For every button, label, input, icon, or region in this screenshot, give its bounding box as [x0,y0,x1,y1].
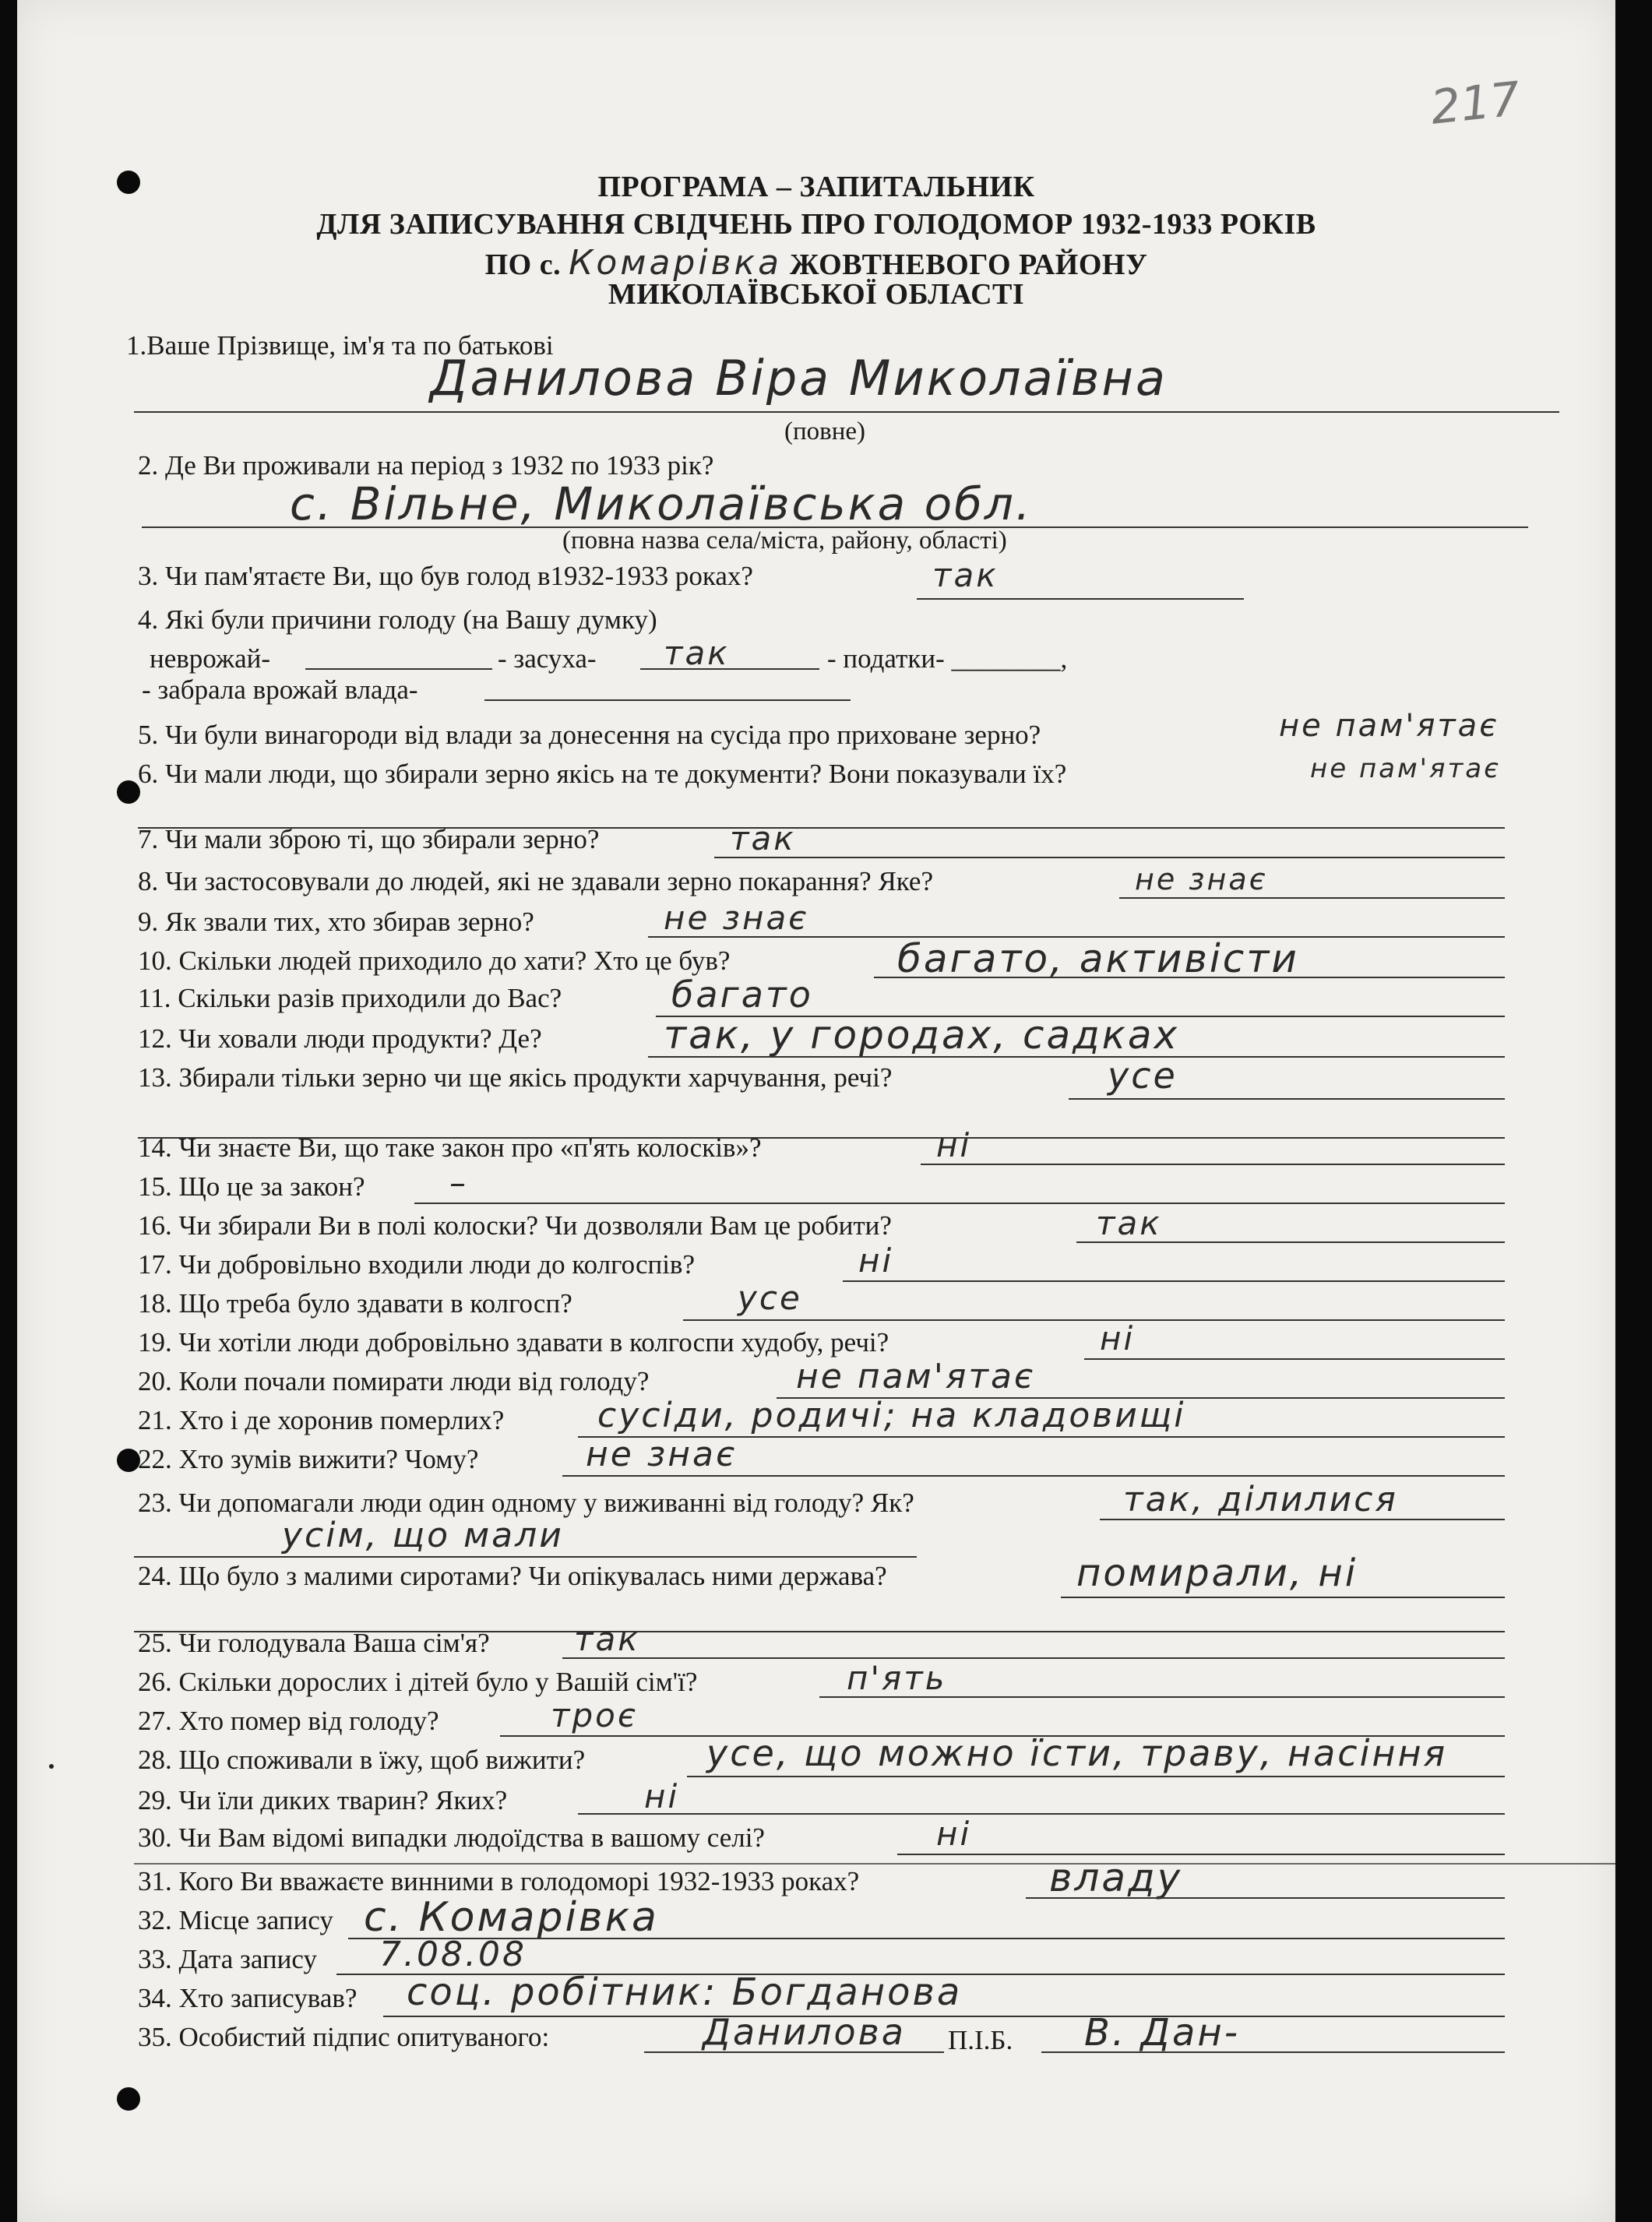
question-30: 30. Чи Вам відомі випадки людоїдства в вашому селі? [138,1822,765,1853]
answer-14: ні [936,1126,972,1164]
question-33: 33. Дата запису [138,1944,317,1974]
question-2: 2. Де Ви проживали на період з 1932 по 1933 рік? [138,450,714,481]
question-19: 19. Чи хотіли люди добровільно здавати в колгоспи худобу, речі? [138,1327,889,1357]
question-5: 5. Чи були винагороди від влади за донесення на сусіда про приховане зерно? [138,720,1041,750]
question-28: 28. Що споживали в їжу, щоб вижити? [138,1745,586,1775]
question-18: 18. Що треба було здавати в колгосп? [138,1288,572,1319]
answer-35-pib: В. Дан- [1084,2011,1241,2055]
answer-line [1084,1358,1505,1360]
binder-hole [117,1449,140,1472]
pib-label: П.І.Б. [948,2025,1013,2055]
fold-line [134,1863,1615,1865]
question-21: 21. Хто і де хоронив померлих? [138,1405,505,1435]
question-12: 12. Чи ховали люди продукти? Де? [138,1023,542,1054]
answer-9: не знає [664,899,809,937]
caption-address: (повна назва села/міста, району, області) [562,526,1007,555]
binder-hole [117,2087,140,2111]
answer-31: владу [1049,1855,1183,1900]
binder-hole [117,780,140,804]
stray-mark [49,1764,54,1769]
answer-line [897,1854,1505,1855]
answer-line [843,1280,1505,1282]
question-17: 17. Чи добровільно входили люди до колгоспів? [138,1249,695,1280]
form-subtitle: ДЛЯ ЗАПИСУВАННЯ СВІДЧЕНЬ ПРО ГОЛОДОМОР 1932-1933 РОКІВ [316,208,1316,241]
cause-crop-failure: неврожай- [150,643,271,674]
question-9: 9. Як звали тих, хто збирав зерно? [138,907,534,937]
answer-28: усе, що можно їсти, траву, насіння [706,1732,1448,1774]
answer-25: так [574,1620,640,1658]
answer-3: так [932,556,999,594]
village-handwritten: Комарівка [569,243,783,283]
answer-line [819,1696,1505,1698]
question-7: 7. Чи мали зброю ті, що збирали зерно? [138,824,600,854]
answer-line [383,2016,1505,2017]
answer-29: ні [644,1777,680,1815]
answer-line [134,411,1559,413]
village-prefix: ПО с. [484,248,562,281]
question-20: 20. Коли почали помирати люди від голоду? [138,1366,650,1396]
answer-line [874,977,1505,978]
answer-line [562,1657,1505,1659]
question-11: 11. Скільки разів приходили до Вас? [138,983,562,1013]
answer-34: соц. робітник: Богданова [407,1970,963,2014]
answer-10: багато, активісти [897,936,1299,981]
answer-23-continued: усім, що мали [282,1516,564,1555]
question-3: 3. Чи пам'ятаєте Ви, що був голод в1932-1933 роках? [138,561,753,591]
answer-33: 7.08.08 [379,1935,527,1974]
answer-20: не пам'ятає [796,1357,1036,1396]
question-14: 14. Чи знаєте Ви, що таке закон про «п'ять колосків»? [138,1132,762,1163]
answer-line [917,598,1244,600]
question-13: 13. Збирали тільки зерно чи ще якісь продукти харчування, речі? [138,1062,893,1093]
answer-2: с. Вільне, Миколаївська обл. [290,477,1033,530]
answer-line [1119,897,1505,899]
answer-line [414,1203,1505,1204]
answer-11: багато [671,974,813,1016]
answer-21: сусіди, родичі; на кладовищі [597,1396,1186,1435]
answer-19: ні [1100,1319,1136,1357]
answer-line [714,857,1505,858]
question-8: 8. Чи застосовували до людей, які не здавали зерно покарання? Яке? [138,866,933,896]
question-29: 29. Чи їли диких тварин? Яких? [138,1785,508,1815]
answer-line [687,1776,1505,1777]
question-4: 4. Які були причини голоду (на Вашу думку) [138,604,657,635]
answer-17: ні [858,1241,894,1280]
question-27: 27. Хто помер від голоду? [138,1706,439,1736]
answer-12: так, у городах, садках [664,1012,1180,1058]
answer-23: так, ділилися [1123,1480,1398,1519]
question-15: 15. Що це за закон? [138,1171,365,1202]
question-22: 22. Хто зумів вижити? Чому? [138,1444,479,1474]
answer-1: Данилова Віра Миколаївна [430,350,1168,407]
question-31: 31. Кого Ви вважаєте винними в голодоморі 1932-1933 роках? [138,1866,860,1896]
answer-16: так [1096,1204,1162,1242]
form-region: МИКОЛАЇВСЬКОЇ ОБЛАСТІ [608,278,1025,311]
answer-line [1100,1519,1505,1520]
caption-full: (повне) [784,417,866,445]
question-34: 34. Хто записував? [138,1983,358,2013]
answer-6: не пам'ятає [1310,753,1501,784]
signature-respondent: Данилова [703,2011,906,2053]
answer-32: с. Комарівка [364,1894,659,1941]
answer-7: так [730,819,796,857]
answer-4-drought: так [664,634,730,672]
answer-line [562,1475,1505,1477]
answer-line [683,1319,1505,1321]
question-16: 16. Чи збирали Ви в полі колоски? Чи дозволяли Вам це робити? [138,1210,892,1241]
answer-24: помирали, ні [1076,1551,1358,1595]
answer-18: усе [738,1279,802,1317]
district-name: ЖОВТНЕВОГО РАЙОНУ [790,248,1148,281]
answer-26: п'ять [847,1659,947,1697]
question-24: 24. Що було з малими сиротами? Чи опікувалась ними держава? [138,1561,887,1591]
question-25: 25. Чи голодувала Ваша сім'я? [138,1628,490,1658]
answer-22: не знає [586,1435,738,1474]
answer-8: не знає [1135,862,1268,896]
answer-line [1069,1098,1505,1100]
answer-line [921,1164,1505,1165]
page-number: 217 [1428,72,1523,136]
answer-15: – [449,1164,468,1202]
answer-line [578,1813,1505,1815]
answer-line [640,668,819,670]
cause-taxes: - податки- ________, [827,643,1068,674]
cause-drought: - засуха- [498,643,597,674]
answer-30: ні [936,1815,972,1853]
form-title: ПРОГРАМА – ЗАПИТАЛЬНИК [597,171,1035,203]
cause-authorities: - забрала врожай влада- [142,674,418,705]
question-35: 35. Особистий підпис опитуваного: [138,2022,550,2052]
answer-line [305,668,492,670]
answer-13: усе [1108,1055,1178,1097]
answer-line [648,1056,1505,1058]
question-1: 1.Ваше Прізвище, ім'я та по батькові [126,330,554,361]
answer-5: не пам'ятає [1279,708,1499,744]
answer-line [1061,1597,1505,1598]
question-26: 26. Скільки дорослих і дітей було у Вашій сім'ї? [138,1667,698,1697]
question-23: 23. Чи допомагали люди один одному у виживанні від голоду? Як? [138,1488,914,1518]
question-32: 32. Місце запису [138,1905,333,1935]
question-10: 10. Скільки людей приходило до хати? Хто це був? [138,945,731,976]
answer-line [1026,1897,1505,1899]
answer-27: троє [551,1696,638,1734]
answer-line [134,1556,917,1558]
answer-line [1076,1241,1505,1243]
question-6: 6. Чи мали люди, що збирали зерно якісь на те документи? Вони показували їх? [138,759,1067,789]
answer-line [484,699,851,701]
document-page [17,0,1615,2222]
